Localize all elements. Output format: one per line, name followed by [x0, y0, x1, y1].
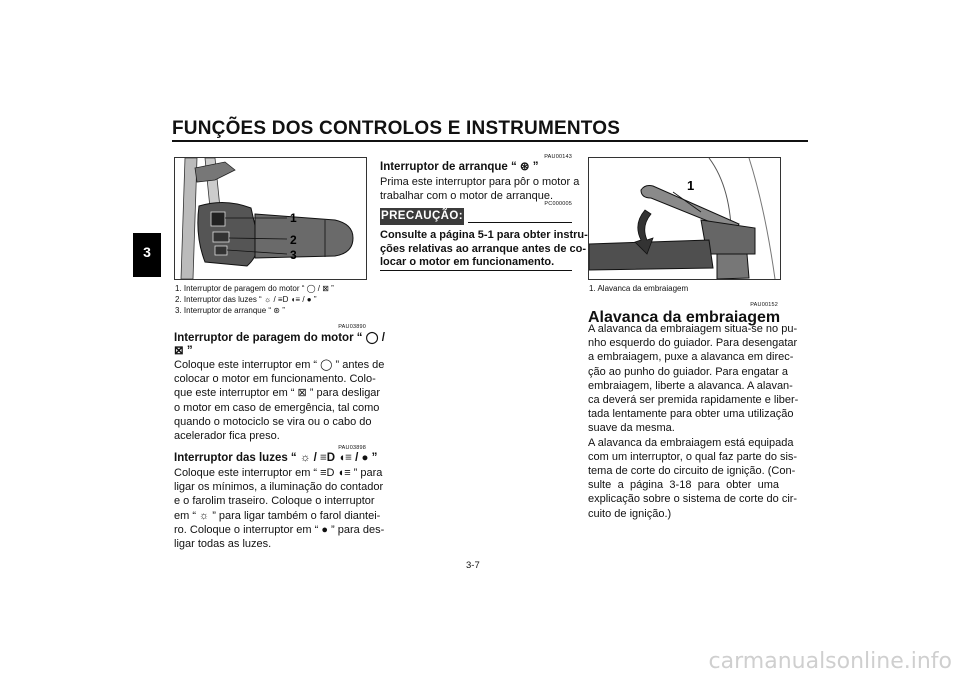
- body-line: e o farolim traseiro. Coloque o interruptor: [174, 495, 375, 508]
- body-line: a embraiagem, puxe a alavanca em direc-: [588, 351, 794, 364]
- section-code: PAU03898: [338, 445, 366, 451]
- body-line: colocar o motor em funcionamento. Colo-: [174, 373, 376, 386]
- body-line: A alavanca da embraiagem situa-se no pu-: [588, 323, 798, 335]
- body-line: quando o motociclo se vira ou o cabo do: [174, 415, 372, 428]
- body-line: tema de corte do circuito de ignição. (Con-: [588, 465, 796, 478]
- figure1-caption-3: 3. Interruptor de arranque “ ⊛ ”: [175, 306, 285, 315]
- engine-stop-heading: [174, 332, 385, 358]
- clutch-lever-figure: [588, 157, 781, 280]
- watermark: carmanualsonline.info: [708, 649, 952, 674]
- clutch-heading: Alavanca da embraiagem: [588, 309, 781, 326]
- body-line: suave da mesma.: [588, 422, 675, 435]
- body-line: tada lentamente para obter uma utilização: [588, 408, 794, 421]
- callout-2: 2: [290, 233, 297, 247]
- body-line: ca deverá ser premida rapidamente e liber-: [588, 394, 799, 407]
- lights-body: [174, 466, 385, 551]
- body-line: trabalhar com o motor de arranque.: [380, 190, 554, 203]
- body-line: Coloque este interruptor em “ ◯ ” antes de: [174, 359, 385, 371]
- clutch-lever-illustration: [589, 158, 780, 279]
- section-code: PAU00143: [544, 154, 572, 160]
- body-line: ro. Coloque o interruptor em “ ● ” para des-: [174, 523, 385, 536]
- body-line: em “ ☼ ” para ligar também o farol diantei-: [174, 509, 381, 522]
- body-line: acelerador fica preso.: [174, 430, 280, 443]
- body-line: ligar todas as luzes.: [174, 538, 272, 551]
- body-line: o motor em caso de emergência, tal como: [174, 401, 380, 414]
- handlebar-switch-illustration: [175, 158, 366, 279]
- body-line: ligar os mínimos, a iluminação do contador: [174, 481, 384, 494]
- body-line: sulte a página 3-18 para obter uma: [588, 479, 779, 492]
- body-line: Prima este interruptor para pôr o motor a: [380, 176, 580, 188]
- body-line: ção ao punho do guiador. Para engatar a: [588, 365, 788, 378]
- caution-rule: [468, 222, 572, 223]
- chapter-tab-number: 3: [143, 244, 151, 260]
- figure1-caption-2: 2. Interruptor das luzes “ ☼ / ≡D ◖≡ / ● ”: [175, 295, 317, 304]
- lights-heading: Interruptor das luzes “ ☼ / ≡D ◖≡ / ● ”: [174, 452, 378, 464]
- caution-line: Consulte a página 5-1 para obter instru-: [380, 229, 588, 241]
- heading-line: Interruptor de paragem do motor “ ◯ /: [174, 332, 385, 344]
- clutch-body: [588, 322, 799, 521]
- handlebar-switch-figure: [174, 157, 367, 280]
- engine-stop-body: [174, 358, 385, 443]
- figure2-caption-1: 1. Alavanca da embraiagem: [589, 284, 689, 293]
- caution-bottom-rule: [380, 270, 572, 271]
- start-body: [380, 175, 580, 203]
- caution-code: PC000005: [544, 201, 572, 207]
- page-number: 3-7: [466, 560, 480, 571]
- section-code: PAU03890: [338, 324, 366, 330]
- body-line: explicação sobre o sistema de corte do cir-: [588, 493, 798, 506]
- body-line: nho esquerdo do guiador. Para desengatar: [588, 337, 798, 350]
- callout-3: 3: [290, 248, 297, 262]
- body-line: A alavanca da embraiagem está equipada: [588, 436, 794, 449]
- start-heading: Interruptor de arranque “ ⊛ ”: [380, 161, 539, 173]
- callout-1: 1: [687, 178, 695, 193]
- body-line: cuito de ignição.): [588, 507, 672, 520]
- title-rule: [172, 140, 808, 142]
- callout-1: 1: [290, 211, 297, 225]
- caution-text: [380, 229, 588, 270]
- section-code: PAU00152: [750, 302, 778, 308]
- heading-line: ⊠ ”: [174, 345, 193, 357]
- caution-line: locar o motor em funcionamento.: [380, 256, 555, 268]
- body-line: embraiagem, liberte a alavanca. A alavan-: [588, 379, 793, 392]
- figure1-caption-1: 1. Interruptor de paragem do motor “ ◯ / ⊠ ”: [175, 284, 334, 293]
- caution-label: PRECAUÇÃO:: [380, 208, 464, 225]
- body-line: Coloque este interruptor em “ ≡D ◖≡ ” para: [174, 467, 383, 479]
- body-line: que este interruptor em “ ⊠ ” para desligar: [174, 387, 381, 400]
- page-title: FUNÇÕES DOS CONTROLOS E INSTRUMENTOS: [172, 118, 621, 139]
- body-line: com um interruptor, o qual faz parte do sis-: [588, 450, 798, 463]
- caution-line: ções relativas ao arranque antes de co-: [380, 242, 587, 255]
